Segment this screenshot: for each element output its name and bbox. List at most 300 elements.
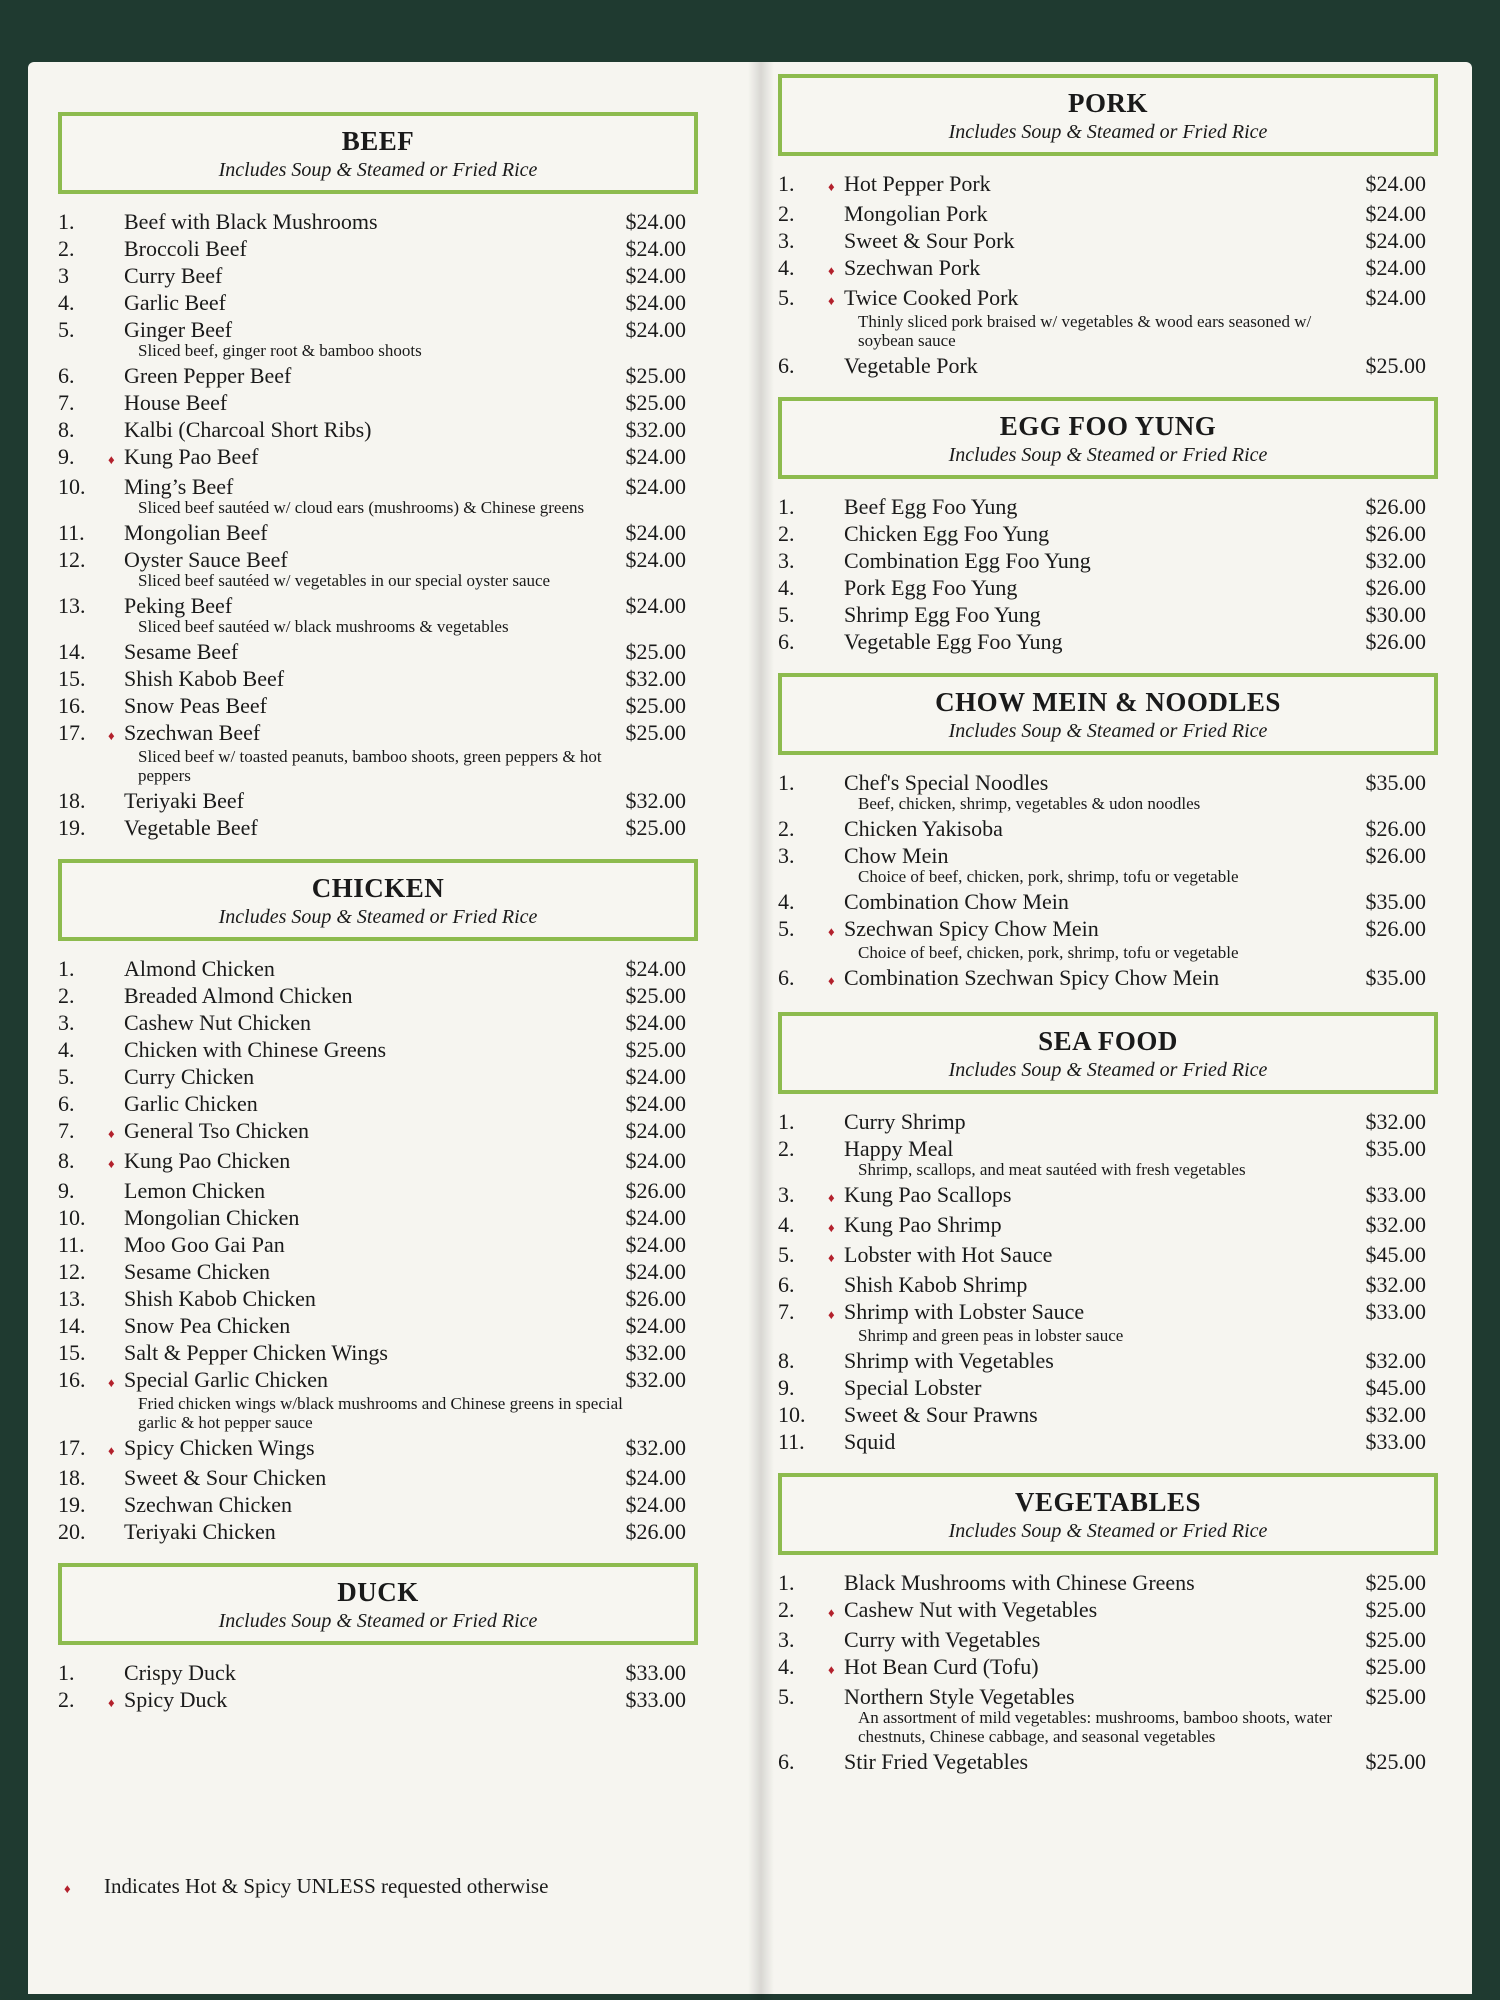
item-number: 2. (778, 1136, 795, 1161)
item-number: 18. (58, 1465, 86, 1490)
item-price: $24.00 (625, 1148, 686, 1173)
left-column (58, 112, 698, 1734)
spicy-marker-icon: ♦ (828, 1220, 835, 1235)
item-name: Shish Kabob Shrimp (844, 1272, 1028, 1297)
menu-item-row (778, 1596, 1438, 1626)
menu-item-row (58, 1204, 698, 1231)
item-number: 2. (778, 521, 795, 546)
menu-item (778, 601, 1438, 628)
menu-item (58, 592, 698, 636)
item-name: Sweet & Sour Prawns (844, 1402, 1038, 1427)
menu-item-row (58, 1036, 698, 1063)
menu-item-list (58, 955, 698, 1545)
menu-item-row (58, 235, 698, 262)
menu-item-row (58, 787, 698, 814)
menu-item (778, 1683, 1438, 1746)
menu-item-row (778, 284, 1438, 314)
section-subtitle: Includes Soup & Steamed or Fried Rice (218, 906, 538, 928)
item-number: 20. (58, 1519, 86, 1544)
menu-item-list (778, 170, 1438, 379)
menu-item (778, 1211, 1438, 1241)
menu-item-row (58, 519, 698, 546)
item-price: $24.00 (1365, 285, 1426, 310)
item-name: Squid (844, 1429, 896, 1454)
item-number: 5. (778, 285, 795, 310)
menu-item-row (778, 964, 1438, 994)
menu-item-row (58, 1090, 698, 1117)
menu-item-row (778, 915, 1438, 945)
menu-item-row (778, 1374, 1438, 1401)
item-price: $32.00 (625, 1435, 686, 1460)
menu-item-list (778, 769, 1438, 994)
menu-item-row (58, 982, 698, 1009)
menu-item-row (58, 289, 698, 316)
menu-item-row (778, 1401, 1438, 1428)
item-name: Combination Szechwan Spicy Chow Mein (844, 965, 1220, 990)
item-price: $24.00 (625, 1205, 686, 1230)
item-number: 1. (778, 770, 795, 795)
menu-fold (748, 62, 774, 2000)
item-number: 1. (58, 956, 75, 981)
item-number: 16. (58, 1367, 86, 1392)
item-name: Beef with Black Mushrooms (124, 209, 378, 234)
item-name: Salt & Pepper Chicken Wings (124, 1340, 388, 1365)
menu-item-row (58, 208, 698, 235)
item-price: $25.00 (1365, 1749, 1426, 1774)
item-description: Sliced beef sautéed w/ cloud ears (mushrooms) & Chinese greens (138, 498, 585, 517)
menu-item (778, 1748, 1438, 1775)
menu-item (58, 1177, 698, 1204)
menu-item-row (58, 638, 698, 665)
item-name: Mongolian Beef (124, 520, 268, 545)
spicy-marker-icon: ♦ (828, 1250, 835, 1265)
item-price: $24.00 (625, 1232, 686, 1257)
section-subtitle: Includes Soup & Steamed or Fried Rice (948, 720, 1268, 742)
item-price: $35.00 (1365, 770, 1426, 795)
menu-item-row (778, 1298, 1438, 1328)
item-description: Sliced beef sautéed w/ black mushrooms & vegetables (138, 617, 509, 636)
item-number: 1. (778, 494, 795, 519)
item-name: Snow Peas Beef (124, 693, 267, 718)
item-name: Kalbi (Charcoal Short Ribs) (124, 417, 372, 442)
menu-item (778, 254, 1438, 284)
menu-item (58, 235, 698, 262)
item-price: $33.00 (625, 1687, 686, 1712)
item-number: 6. (778, 965, 795, 990)
item-price: $32.00 (625, 1340, 686, 1365)
item-price: $26.00 (1365, 521, 1426, 546)
menu-item-row (778, 1108, 1438, 1135)
item-price: $24.00 (625, 444, 686, 469)
item-number: 15. (58, 1340, 86, 1365)
menu-item-row (58, 955, 698, 982)
menu-item (778, 227, 1438, 254)
menu-item (58, 1036, 698, 1063)
item-price: $25.00 (1365, 1654, 1426, 1679)
item-number: 5. (778, 1242, 795, 1267)
item-name: Szechwan Chicken (124, 1492, 292, 1517)
menu-item (778, 574, 1438, 601)
spicy-marker-icon: ♦ (828, 1190, 835, 1205)
menu-item-row (58, 546, 698, 573)
menu-item-row (58, 389, 698, 416)
spicy-marker-icon: ♦ (828, 1605, 835, 1620)
item-price: $25.00 (625, 639, 686, 664)
menu-item (778, 284, 1438, 350)
spicy-marker-icon: ♦ (108, 1375, 115, 1390)
menu-item-row (778, 1428, 1438, 1455)
menu-item (778, 769, 1438, 813)
item-name: Hot Bean Curd (Tofu) (844, 1654, 1039, 1679)
item-number: 14. (58, 639, 86, 664)
menu-item-row (778, 1241, 1438, 1271)
item-number: 6. (778, 629, 795, 654)
item-price: $26.00 (625, 1286, 686, 1311)
menu-item (58, 1312, 698, 1339)
item-number: 16. (58, 693, 86, 718)
spicy-marker-icon: ♦ (828, 179, 835, 194)
section-duck (58, 1563, 698, 1716)
item-name: Black Mushrooms with Chinese Greens (844, 1570, 1195, 1595)
item-price: $24.00 (625, 236, 686, 261)
menu-item (58, 1339, 698, 1366)
section-header (778, 74, 1438, 156)
item-name: Kung Pao Shrimp (844, 1212, 1002, 1237)
menu-item-row (778, 493, 1438, 520)
item-number: 1. (778, 1109, 795, 1134)
item-number: 3. (778, 548, 795, 573)
item-name: Shish Kabob Beef (124, 666, 285, 691)
item-number: 13. (58, 593, 86, 618)
item-name: House Beef (124, 390, 228, 415)
right-column (778, 74, 1438, 1793)
item-price: $26.00 (1365, 843, 1426, 868)
item-price: $24.00 (625, 1259, 686, 1284)
item-name: Vegetable Beef (124, 815, 258, 840)
menu-item (58, 443, 698, 473)
item-number: 3 (58, 263, 69, 288)
item-number: 6. (58, 1091, 75, 1116)
item-price: $24.00 (625, 1064, 686, 1089)
item-price: $24.00 (625, 1465, 686, 1490)
item-description: Thinly sliced pork braised w/ vegetables & wood ears seasoned w/ soybean sauce (858, 312, 1312, 350)
menu-item-list (778, 1108, 1438, 1455)
item-name: Almond Chicken (124, 956, 275, 981)
spicy-marker-icon: ♦ (108, 728, 115, 743)
menu-item-row (58, 1434, 698, 1464)
item-price: $32.00 (1365, 548, 1426, 573)
item-name: Curry Shrimp (844, 1109, 966, 1134)
item-number: 1. (58, 209, 75, 234)
menu-item (58, 1659, 698, 1686)
item-number: 9. (58, 1178, 75, 1203)
item-number: 19. (58, 815, 86, 840)
menu-item (778, 915, 1438, 962)
item-number: 4. (58, 1037, 75, 1062)
item-name: Mongolian Chicken (124, 1205, 300, 1230)
section-title: CHOW MEIN & NOODLES (935, 687, 1281, 717)
item-number: 4. (778, 889, 795, 914)
menu-item (778, 547, 1438, 574)
menu-item (58, 692, 698, 719)
menu-item-row (778, 842, 1438, 869)
item-price: $25.00 (625, 1037, 686, 1062)
menu-item-row (58, 592, 698, 619)
item-number: 17. (58, 720, 86, 745)
menu-item-row (58, 719, 698, 749)
menu-item-row (58, 1312, 698, 1339)
menu-item (58, 1258, 698, 1285)
menu-item-row (58, 443, 698, 473)
menu-item-row (58, 1464, 698, 1491)
menu-item (778, 1569, 1438, 1596)
item-price: $26.00 (1365, 816, 1426, 841)
item-number: 4. (778, 1654, 795, 1679)
menu-item-row (58, 1177, 698, 1204)
item-name: Ginger Beef (124, 317, 233, 342)
item-price: $24.00 (625, 209, 686, 234)
item-number: 18. (58, 788, 86, 813)
section-title: VEGETABLES (1014, 1487, 1202, 1517)
item-price: $24.00 (1365, 201, 1426, 226)
menu-item (778, 1298, 1438, 1345)
item-name: Cashew Nut with Vegetables (844, 1597, 1098, 1622)
spicy-marker-icon: ♦ (828, 1662, 835, 1677)
item-number: 2. (58, 1687, 75, 1712)
menu-item (58, 1009, 698, 1036)
section-header (778, 397, 1438, 479)
item-name: Stir Fried Vegetables (844, 1749, 1029, 1774)
item-price: $24.00 (625, 1118, 686, 1143)
item-number: 8. (58, 1148, 75, 1173)
spicy-marker-icon: ♦ (828, 263, 835, 278)
item-name: Kung Pao Scallops (844, 1182, 1012, 1207)
menu-item (778, 842, 1438, 886)
spicy-marker-icon: ♦ (828, 293, 835, 308)
item-price: $25.00 (1365, 1627, 1426, 1652)
menu-item (58, 262, 698, 289)
menu-item (778, 1108, 1438, 1135)
menu-item-row (778, 574, 1438, 601)
item-price: $25.00 (625, 720, 686, 745)
item-name: Beef Egg Foo Yung (844, 494, 1018, 519)
item-number: 3. (778, 228, 795, 253)
menu-item (58, 787, 698, 814)
item-price: $25.00 (1365, 1597, 1426, 1622)
item-price: $26.00 (625, 1178, 686, 1203)
menu-item (58, 1063, 698, 1090)
item-name: Vegetable Pork (844, 353, 978, 378)
item-price: $32.00 (625, 1367, 686, 1392)
item-name: Special Garlic Chicken (124, 1367, 329, 1392)
item-name: Chef's Special Noodles (844, 770, 1049, 795)
menu-item-row (778, 769, 1438, 796)
menu-item-row (58, 1285, 698, 1312)
item-number: 3. (778, 1627, 795, 1652)
menu-item (778, 1626, 1438, 1653)
item-number: 13. (58, 1286, 86, 1311)
section-sea-food (778, 1012, 1438, 1455)
menu-item-row (778, 815, 1438, 842)
menu-item-row (58, 665, 698, 692)
item-name: Combination Chow Mein (844, 889, 1069, 914)
item-price: $24.00 (625, 1313, 686, 1338)
menu-item-row (778, 1626, 1438, 1653)
item-number: 3. (778, 843, 795, 868)
item-price: $45.00 (1365, 1242, 1426, 1267)
item-price: $24.00 (1365, 255, 1426, 280)
item-name: Pork Egg Foo Yung (844, 575, 1018, 600)
item-name: Sesame Beef (124, 639, 239, 664)
item-number: 11. (58, 1232, 85, 1257)
menu-item (58, 1117, 698, 1147)
item-number: 2. (778, 1597, 795, 1622)
item-name: Mongolian Pork (844, 201, 988, 226)
item-number: 14. (58, 1313, 86, 1338)
spicy-marker-icon: ♦ (108, 1156, 115, 1171)
item-name: Chicken Yakisoba (844, 816, 1003, 841)
section-header (58, 1563, 698, 1645)
menu-item-row (778, 520, 1438, 547)
item-description: An assortment of mild vegetables: mushrooms, bamboo shoots, water chestnuts, Chinese cabbage, and seasonal vegetables (858, 1708, 1333, 1746)
menu-item (58, 519, 698, 546)
menu-item-row (778, 1347, 1438, 1374)
item-price: $24.00 (625, 474, 686, 499)
section-header (778, 1012, 1438, 1094)
section-subtitle: Includes Soup & Steamed or Fried Rice (218, 159, 538, 181)
item-number: 9. (778, 1375, 795, 1400)
menu-item (58, 1231, 698, 1258)
menu-item-row (778, 1653, 1438, 1683)
section-header (778, 673, 1438, 755)
item-price: $45.00 (1365, 1375, 1426, 1400)
section-chow-mein-noodles (778, 673, 1438, 994)
menu-item-row (58, 692, 698, 719)
item-price: $24.00 (625, 547, 686, 572)
item-price: $25.00 (625, 363, 686, 388)
item-description: Choice of beef, chicken, pork, shrimp, tofu or vegetable (858, 867, 1239, 886)
menu-item (58, 1147, 698, 1177)
item-name: Twice Cooked Pork (844, 285, 1019, 310)
item-name: Spicy Chicken Wings (124, 1435, 315, 1460)
item-name: Curry with Vegetables (844, 1627, 1041, 1652)
item-name: Moo Goo Gai Pan (124, 1232, 285, 1257)
item-description: Beef, chicken, shrimp, vegetables & udon noodles (858, 794, 1201, 813)
item-price: $24.00 (625, 263, 686, 288)
item-price: $32.00 (625, 417, 686, 442)
menu-item (778, 1596, 1438, 1626)
item-price: $30.00 (1365, 602, 1426, 627)
menu-item-list (778, 493, 1438, 655)
menu-item-row (58, 814, 698, 841)
item-number: 7. (778, 1299, 795, 1324)
item-price: $33.00 (1365, 1299, 1426, 1324)
item-number: 4. (778, 255, 795, 280)
item-number: 12. (58, 1259, 86, 1284)
item-number: 15. (58, 666, 86, 691)
item-price: $25.00 (625, 693, 686, 718)
item-number: 3. (778, 1182, 795, 1207)
menu-item-row (778, 1181, 1438, 1211)
menu-item (778, 1241, 1438, 1271)
item-name: Green Pepper Beef (124, 363, 292, 388)
menu-item-row (778, 227, 1438, 254)
item-price: $25.00 (625, 983, 686, 1008)
menu-item-row (58, 1117, 698, 1147)
item-name: Shrimp with Lobster Sauce (844, 1299, 1085, 1324)
item-name: Szechwan Spicy Chow Mein (844, 916, 1099, 941)
item-number: 5. (778, 1684, 795, 1709)
item-number: 7. (58, 390, 75, 415)
menu-item-row (778, 1683, 1438, 1710)
item-price: $35.00 (1365, 889, 1426, 914)
menu-item (778, 628, 1438, 655)
item-number: 1. (778, 1570, 795, 1595)
menu-item-row (58, 262, 698, 289)
menu-item-row (58, 1339, 698, 1366)
item-name: Combination Egg Foo Yung (844, 548, 1091, 573)
menu-item (58, 1204, 698, 1231)
menu-item-list (58, 208, 698, 841)
item-description: Shrimp, scallops, and meat sautéed with fresh vegetables (858, 1160, 1246, 1179)
item-price: $32.00 (625, 788, 686, 813)
item-number: 8. (58, 417, 75, 442)
spicy-marker-icon: ♦ (828, 973, 835, 988)
menu-item-row (778, 170, 1438, 200)
menu-item (778, 520, 1438, 547)
item-name: Curry Beef (124, 263, 223, 288)
item-price: $24.00 (625, 1492, 686, 1517)
item-description: Sliced beef w/ toasted peanuts, bamboo shoots, green peppers & hot peppers (138, 747, 602, 785)
item-price: $24.00 (1365, 171, 1426, 196)
item-name: Happy Meal (844, 1136, 954, 1161)
section-chicken (58, 859, 698, 1545)
item-number: 5. (58, 317, 75, 342)
item-price: $26.00 (1365, 575, 1426, 600)
item-price: $26.00 (1365, 494, 1426, 519)
menu-item-row (58, 362, 698, 389)
item-price: $24.00 (625, 956, 686, 981)
menu-item (778, 200, 1438, 227)
menu-item-row (58, 473, 698, 500)
menu-item (58, 1090, 698, 1117)
menu-item-row (58, 1147, 698, 1177)
menu-item-row (778, 601, 1438, 628)
item-number: 6. (778, 1272, 795, 1297)
item-name: Sweet & Sour Pork (844, 228, 1015, 253)
menu-item (58, 416, 698, 443)
item-number: 7. (58, 1118, 75, 1143)
section-subtitle: Includes Soup & Steamed or Fried Rice (948, 121, 1268, 143)
item-number: 9. (58, 444, 75, 469)
item-price: $35.00 (1365, 965, 1426, 990)
item-name: Special Lobster (844, 1375, 982, 1400)
menu-item-row (58, 416, 698, 443)
item-number: 2. (58, 983, 75, 1008)
menu-item (778, 1347, 1438, 1374)
menu-item (778, 352, 1438, 379)
menu-item (778, 1401, 1438, 1428)
menu-item (778, 1181, 1438, 1211)
item-number: 2. (778, 201, 795, 226)
item-number: 4. (778, 575, 795, 600)
item-price: $25.00 (625, 390, 686, 415)
item-name: Chicken Egg Foo Yung (844, 521, 1050, 546)
item-name: Hot Pepper Pork (844, 171, 991, 196)
menu-item (58, 1491, 698, 1518)
spicy-legend (64, 1874, 548, 1899)
menu-item (778, 1428, 1438, 1455)
